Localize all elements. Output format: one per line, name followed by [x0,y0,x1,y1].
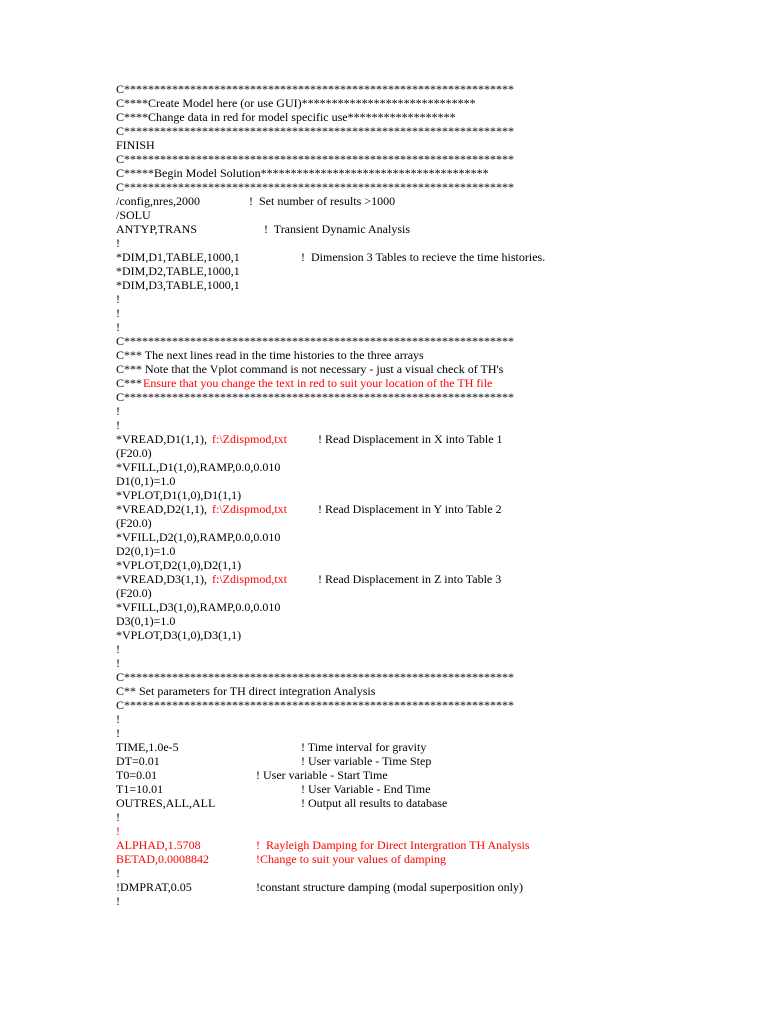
code-line [0,306,768,320]
code-comment: Ensure that you change the text in red to suit your location of the TH file [143,376,493,390]
code-comment: f:\Zdispmod,txt [212,502,287,516]
code-comment: ! User Variable - End Time [301,782,431,796]
code-line [0,670,768,684]
code-text: ! [116,824,120,838]
code-text: ! [116,236,120,250]
code-text: *VFILL,D1(1,0),RAMP,0.0,0.010 [116,460,281,474]
code-line [0,740,768,754]
code-line [0,82,768,96]
code-line [0,824,768,838]
code-line [0,614,768,628]
code-text: D1(0,1)=1.0 [116,474,176,488]
code-text: *VFILL,D2(1,0),RAMP,0.0,0.010 [116,530,281,544]
code-line [0,460,768,474]
code-text: C***************************************************************** [116,334,515,348]
code-text: C***************************************************************** [116,152,515,166]
code-line [0,320,768,334]
code-text: C***************************************************************** [116,82,515,96]
code-comment: !constant structure damping (modal superposition only) [256,880,523,894]
code-text: *DIM,D1,TABLE,1000,1 [116,250,240,264]
code-text: *VPLOT,D1(1,0),D1(1,1) [116,488,242,502]
code-text: ! [116,656,120,670]
code-comment: f:\Zdispmod,txt [212,572,287,586]
code-line [0,236,768,250]
code-line [0,782,768,796]
code-line [0,334,768,348]
code-text: *DIM,D2,TABLE,1000,1 [116,264,240,278]
code-text: ! [116,866,120,880]
code-line [0,866,768,880]
code-line [0,880,768,894]
code-line [0,558,768,572]
code-line [0,642,768,656]
code-line [0,376,768,390]
code-line [0,656,768,670]
code-text: ! [116,810,120,824]
code-text: C*** The next lines read in the time histories to the three arrays [116,348,424,362]
code-text: /SOLU [116,208,151,222]
code-text: (F20.0) [116,446,152,460]
code-text: C***************************************************************** [116,670,515,684]
code-line [0,138,768,152]
code-text: *VPLOT,D3(1,0),D3(1,1) [116,628,242,642]
code-text: *VFILL,D3(1,0),RAMP,0.0,0.010 [116,600,281,614]
code-text: ! [116,712,120,726]
code-comment: ! Read Displacement in Y into Table 2 [318,502,502,516]
code-line [0,810,768,824]
code-text: ANTYP,TRANS [116,222,198,236]
code-line [0,502,768,516]
code-line [0,152,768,166]
code-line [0,488,768,502]
code-line [0,852,768,866]
code-line [0,432,768,446]
code-comment: f:\Zdispmod,txt [212,432,287,446]
code-text: /config,nres,2000 [116,194,200,208]
code-text: (F20.0) [116,516,152,530]
code-text: *VPLOT,D2(1,0),D2(1,1) [116,558,242,572]
code-line [0,96,768,110]
code-line [0,572,768,586]
code-line [0,838,768,852]
code-text: C****Create Model here (or use GUI)***************************** [116,96,476,110]
code-line [0,768,768,782]
code-line [0,530,768,544]
code-text: C*** Note that the Vplot command is not necessary - just a visual check of TH's [116,362,504,376]
code-line [0,278,768,292]
code-comment: ! Read Displacement in X into Table 1 [318,432,503,446]
code-text: C*** [116,376,143,390]
code-text: C***************************************************************** [116,390,515,404]
code-comment: ! Output all results to database [301,796,448,810]
code-comment: ! Rayleigh Damping for Direct Intergration TH Analysis [256,838,530,852]
code-text: DT=0.01 [116,754,160,768]
code-text: ALPHAD,1.5708 [116,838,201,852]
code-text: ! [116,320,120,334]
code-text: ! [116,404,120,418]
code-line [0,250,768,264]
code-line [0,754,768,768]
code-text: *DIM,D3,TABLE,1000,1 [116,278,240,292]
code-line [0,264,768,278]
code-text: C*****Begin Model Solution************************************** [116,166,489,180]
code-line [0,418,768,432]
code-text: *VREAD,D3(1,1), [116,572,207,586]
code-line [0,628,768,642]
code-line [0,516,768,530]
code-line [0,404,768,418]
code-line [0,796,768,810]
code-line [0,194,768,208]
code-text: ! [116,726,120,740]
code-line [0,684,768,698]
code-text: ! [116,306,120,320]
code-line [0,698,768,712]
code-text: ! [116,642,120,656]
code-text: ! [116,418,120,432]
code-text: FINISH [116,138,155,152]
code-text: OUTRES,ALL,ALL [116,796,216,810]
code-line [0,208,768,222]
code-text: BETAD,0.0008842 [116,852,210,866]
code-line [0,166,768,180]
code-text: C***************************************************************** [116,124,515,138]
code-line [0,586,768,600]
code-text: !DMPRAT,0.05 [116,880,192,894]
code-line [0,726,768,740]
code-line [0,390,768,404]
code-text: C***************************************************************** [116,698,515,712]
code-comment: ! User variable - Start Time [256,768,388,782]
code-line [0,474,768,488]
code-comment: ! Read Displacement in Z into Table 3 [318,572,502,586]
code-text: C** Set parameters for TH direct integration Analysis [116,684,376,698]
code-line [0,544,768,558]
code-text: T1=10.01 [116,782,164,796]
code-text: T0=0.01 [116,768,158,782]
code-text: D2(0,1)=1.0 [116,544,176,558]
code-comment: ! Transient Dynamic Analysis [264,222,410,236]
code-line [0,124,768,138]
code-line [0,712,768,726]
code-text: (F20.0) [116,586,152,600]
code-line [0,446,768,460]
code-line [0,894,768,908]
code-text: TIME,1.0e-5 [116,740,179,754]
code-line [0,292,768,306]
code-text: D3(0,1)=1.0 [116,614,176,628]
code-text: *VREAD,D2(1,1), [116,502,207,516]
code-line [0,222,768,236]
code-text: C****Change data in red for model specific use****************** [116,110,456,124]
code-comment: ! User variable - Time Step [301,754,432,768]
code-line [0,362,768,376]
code-line [0,600,768,614]
code-text: C***************************************************************** [116,180,515,194]
code-comment: ! Dimension 3 Tables to recieve the time histories. [301,250,546,264]
code-comment: !Change to suit your values of damping [256,852,446,866]
code-comment: ! Set number of results >1000 [249,194,396,208]
code-comment: ! Time interval for gravity [301,740,427,754]
code-text: ! [116,894,120,908]
code-line [0,180,768,194]
code-line [0,110,768,124]
code-text: *VREAD,D1(1,1), [116,432,207,446]
apdl-listing [0,82,768,908]
code-line [0,348,768,362]
code-text: ! [116,292,120,306]
